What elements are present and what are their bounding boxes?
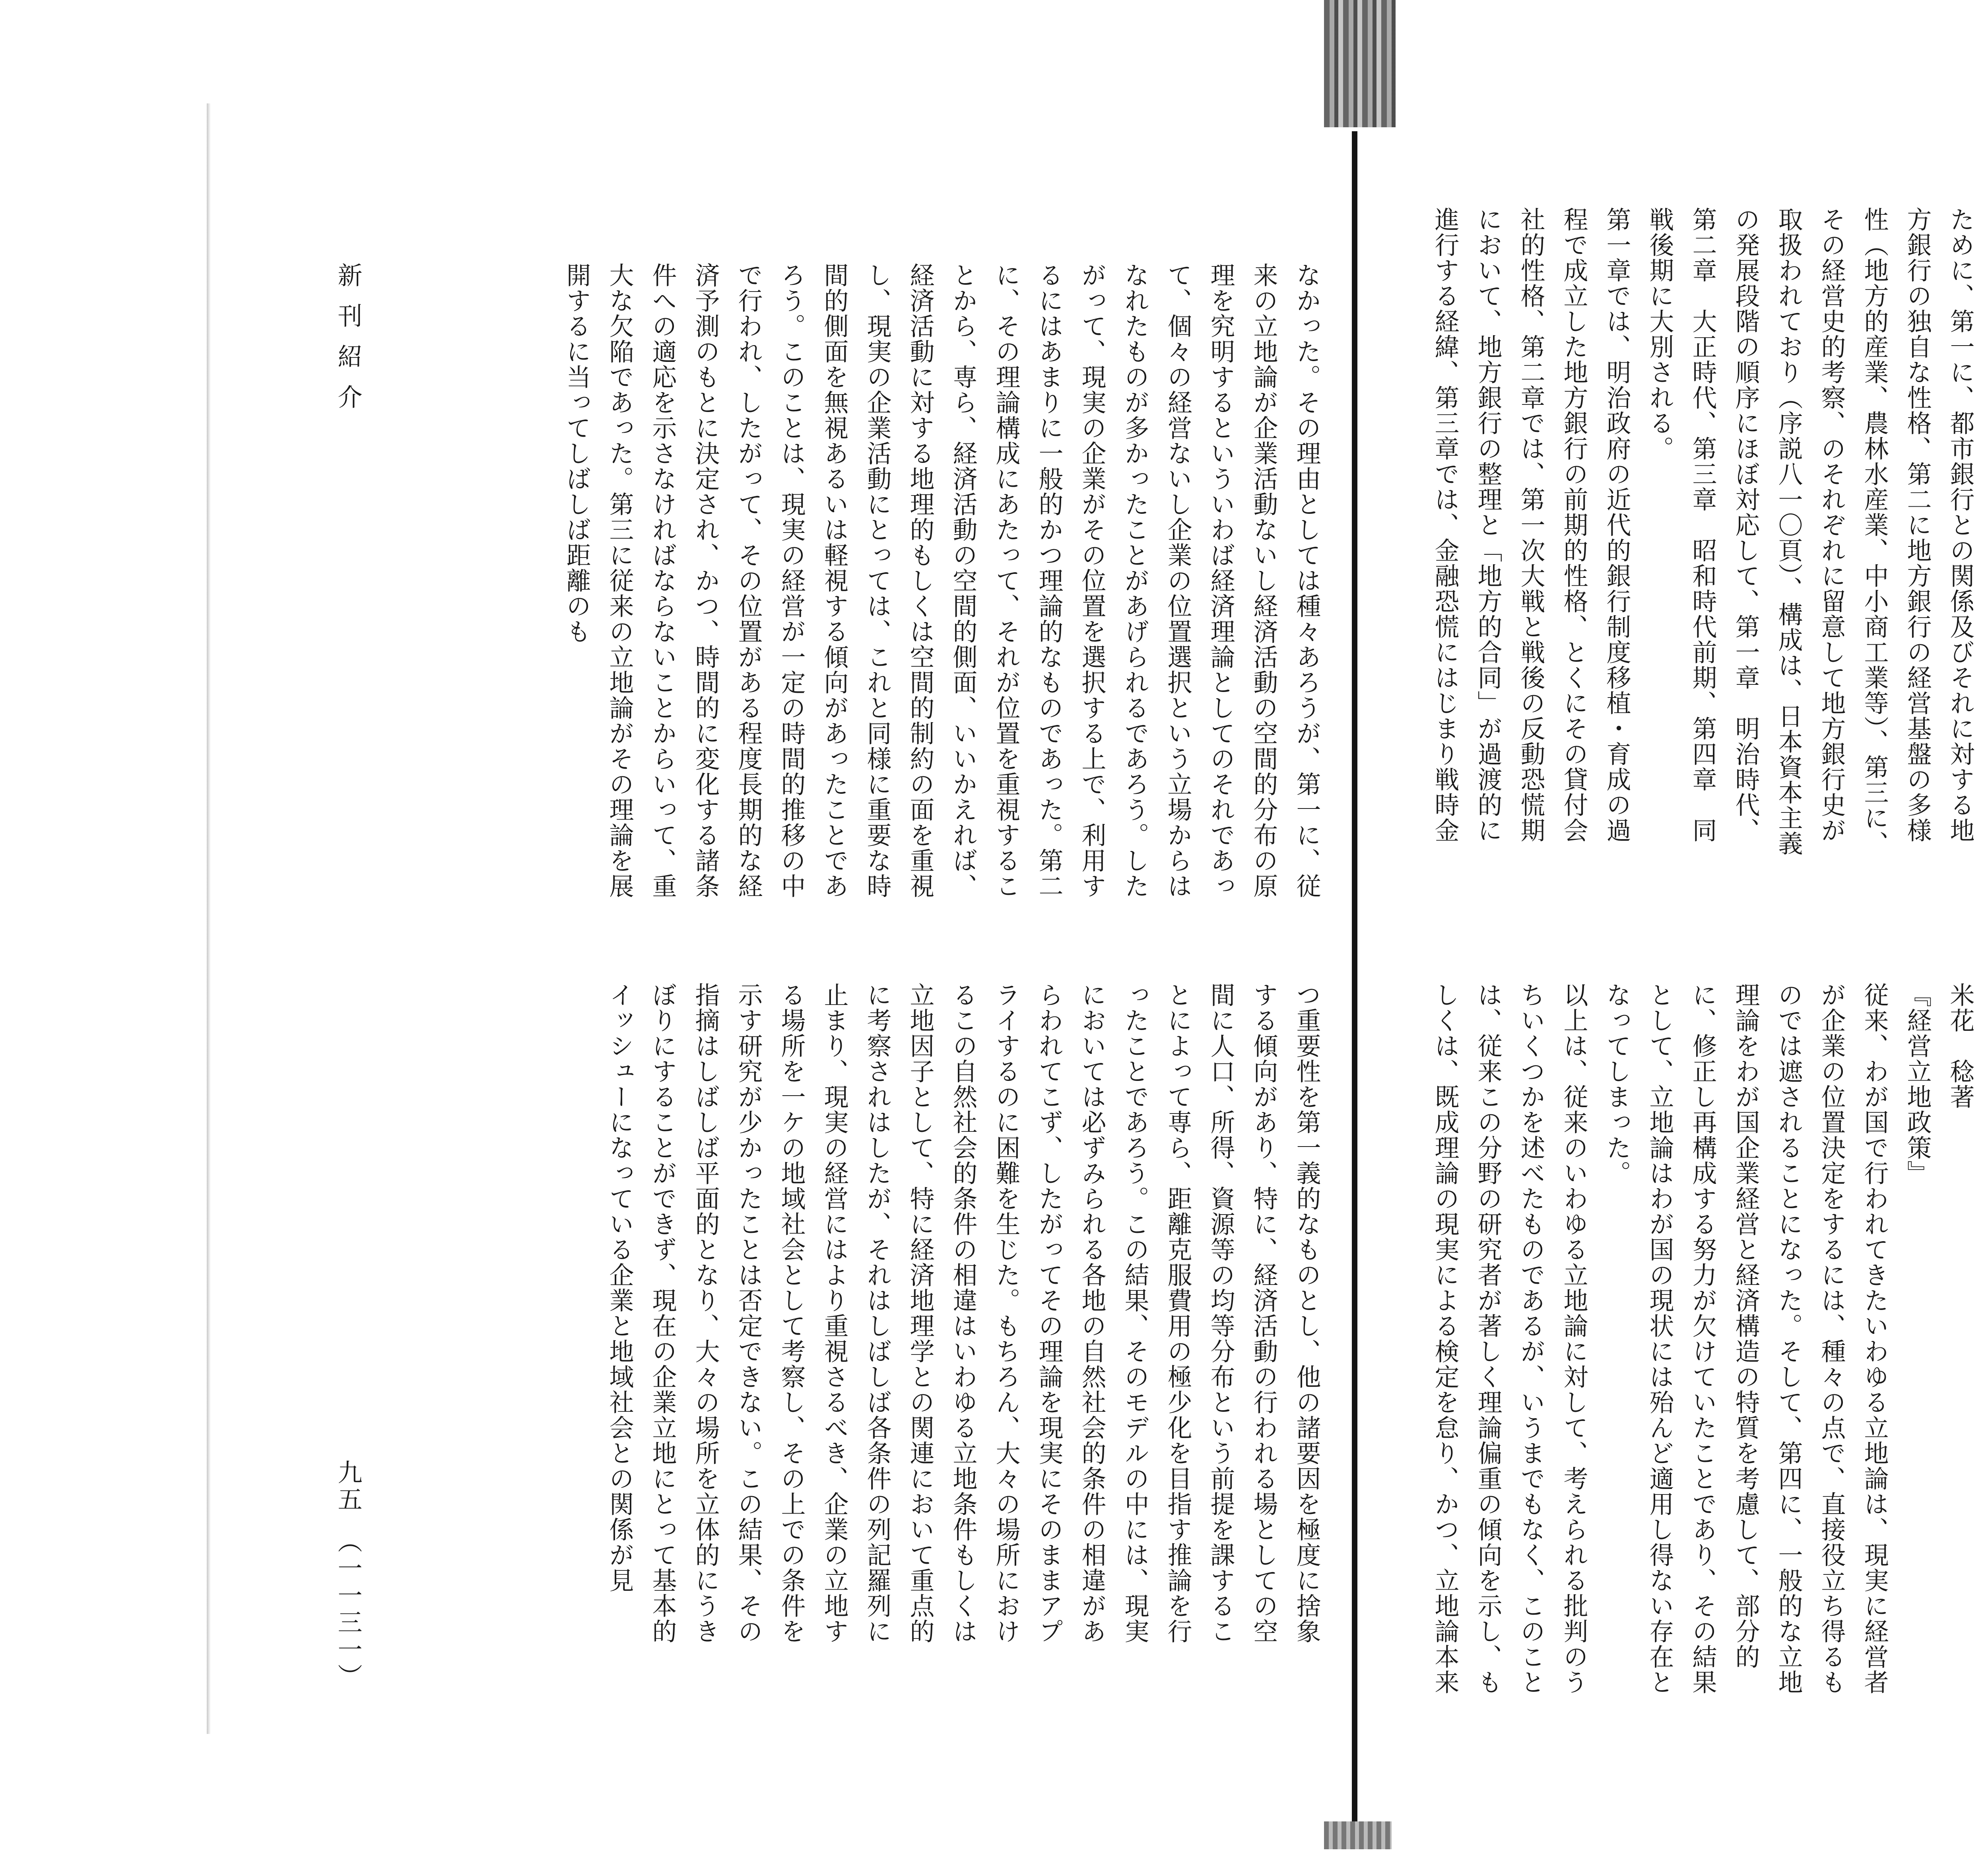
left-page-upper-text: なかった。その理由としては種々あろうが、第一に、従来の立地論が企業活動ないし経済活動の空間的分布の原理を究明するといういわば経済理論としてのそれであって、個々の経営ないし企業の位置選択という立場からはなれたものが多かったことがあげられるであろう。したがって、現実の企業がその位置を選択する上で、利用するにはあまりに一般的かつ理論的なものであった。第二に、その理論構成にあたって、それが位置を重視することから、専ら、経済活動の空間的側面、いいかえれば、経済活動に対する地理的もしくは空間的制約の面を重視し、現実の企業活動にとっては、これと同様に重要な時間的側面を無視あるいは軽視する傾向があったことであろう。このことは、現実の経営が一定の時間的推移の中で行われ、したがって、その位置がある程度長期的な経済予測のもとに決定され、かつ、時間的に変化する諸条件への適応を示さなければならないことからいって、重大な欠陥であった。第三に従来の立地論がその理論を展開するに当ってしばしば距離のも (562, 262, 1321, 899)
binding-bottom-scan-artifact (1324, 1821, 1392, 1849)
right-page-lower-text: 米花 稔著 『経営立地政策』 従来、わが国で行われてきたいわゆる立地論は、現実に経営者が企業の位置決定をするには、種々の点で、直接役立ち得るものでは遮されることになった。そして、第四に、一般的な立地理論をわが国企業経営と経済構造の特質を考慮して、部分的に、修正し再構成する努力が欠けていたことであり、その結果として、立地論はわが国の現状には殆んど適用し得ない存在となってしまった。 以上は、従来のいわゆる立地論に対して、考えられる批判のうちいくつかを述べたものであるが、いうまでもなく、このことは、従来この分野の研究者が著しく理論偏重の傾向を示し、もしくは、既成理論の現実による検定を怠り、かつ、立地論本来 (1431, 982, 1975, 1695)
left-page-lower-text: つ重要性を第一義的なものとし、他の諸要因を極度に捨象する傾向があり、特に、経済活動の行われる場としての空間に人口、所得、資源等の均等分布という前提を課することによって専ら、距離克服費用の極少化を目指す推論を行ったことであろう。この結果、そのモデルの中には、現実においては必ずみられる各地の自然社会的条件の相違があらわれてこず、したがってその理論を現実にそのままアプライするのに困難を生じた。もちろん、大々の場所におけるこの自然社会的条件の相違はいわゆる立地条件もしくは立地因子として、特に経済地理学との関連において重点的に考察されはしたが、それはしばしば各条件の列記羅列に止まり、現実の経営にはより重視さるべき、企業の立地する場所を一ケの地域社会として考察し、その上での条件を示す研究が少かったことは否定できない。この結果、その指摘はしばしば平面的となり、大々の場所を立体的にうきぼりにすることができず、現在の企業立地にとって基本的イッシューになっている企業と地域社会との関係が見 (605, 982, 1321, 1644)
binding-top-scan-artifact (1324, 0, 1396, 127)
right-page-upper-text: ために、第一に、都市銀行との関係及びそれに対する地方銀行の独自な性格、第二に地方銀行の経営基盤の多様性（地方的産業、農林水産業、中小商工業等）、第三に、その経営史的考察、のそれぞれに留意して地方銀行史が取扱われており（序説八一〇頁）、構成は、日本資本主義の発展段階の順序にほぼ対応して、第一章 明治時代、第二章 大正時代、第三章 昭和時代前期、第四章 同戦後期に大別される。 第一章では、明治政府の近代的銀行制度移植・育成の過程で成立した地方銀行の前期的性格、とくにその貸付会社的性格、第二章では、第一次大戦と戦後の反動恐慌期において、地方銀行の整理と「地方的合同」が過渡的に進行する経緯、第三章では、金融恐慌にはじまり戦時金 (1431, 207, 1975, 856)
page-number-left: 九五 （一一三一） (334, 1460, 363, 1691)
book-spine-divider (1352, 131, 1357, 1821)
running-head: 新刊紹介 (334, 262, 363, 425)
right-page (1423, 207, 1988, 1718)
page-edge-left (207, 103, 211, 1734)
left-page (326, 207, 1328, 1718)
